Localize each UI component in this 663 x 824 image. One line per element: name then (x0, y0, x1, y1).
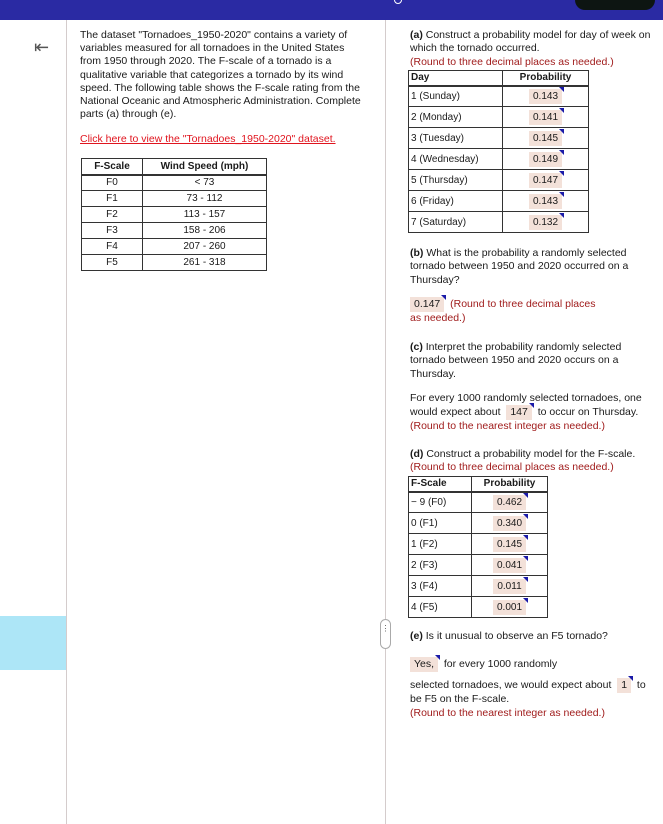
fscale-label: 2 (F3) (409, 555, 472, 576)
question-text: What is the probability a randomly selected tornado between 1950 and 2020 occurred on a Thursday? (410, 247, 629, 286)
cell: F1 (82, 191, 143, 207)
question-text: Construct a probability model for day of week on which the tornado occurred. (410, 29, 651, 55)
answer-text: to (636, 679, 646, 692)
answer-field[interactable]: 0.145 (529, 131, 562, 146)
table-row (409, 170, 589, 191)
table-row (409, 107, 589, 128)
answer-text: for every 1000 randomly (443, 658, 558, 671)
answer-field[interactable]: 0.141 (529, 110, 562, 125)
question-intro (80, 29, 365, 145)
answer-field[interactable]: 0.145 (493, 537, 526, 552)
cell: < 73 (143, 175, 267, 191)
fscale-label: 0 (F1) (409, 513, 472, 534)
answer-field[interactable]: 147 (506, 405, 532, 420)
fscale-probability-table (408, 476, 548, 618)
answer-field[interactable]: 0.149 (529, 152, 562, 167)
table-row (409, 555, 548, 576)
hint-text: as needed.) (410, 311, 466, 324)
column-header: Probability (503, 71, 589, 86)
cell: 261 - 318 (143, 255, 267, 271)
column-header: F-Scale (82, 159, 143, 175)
dataset-link[interactable]: Click here to view the "Tornadoes_1950-2020" dataset. (80, 133, 336, 146)
cell: F3 (82, 223, 143, 239)
cell: F5 (82, 255, 143, 271)
column-header: Day (409, 71, 503, 86)
table-row (82, 255, 267, 271)
hint-text: (Round to the nearest integer as needed.) (410, 706, 605, 719)
header-action-button[interactable] (575, 0, 655, 10)
answer-field[interactable]: 0.340 (493, 516, 526, 531)
cell: F0 (82, 175, 143, 191)
part-e (410, 630, 655, 720)
pane-divider[interactable] (385, 20, 386, 824)
part-a (410, 29, 655, 69)
table-row (82, 175, 267, 191)
cell: 158 - 206 (143, 223, 267, 239)
answer-field[interactable]: 0.462 (493, 495, 526, 510)
column-header: Probability (472, 477, 548, 492)
table-row (409, 191, 589, 212)
hint-text: (Round to three decimal places (450, 297, 596, 310)
day-label: 3 (Tuesday) (409, 128, 503, 149)
cell: F4 (82, 239, 143, 255)
fscale-label: 1 (F2) (409, 534, 472, 555)
pane-resize-handle[interactable]: ⋮ (380, 619, 391, 649)
hint-text: (Round to three decimal places as needed.) (410, 55, 614, 68)
cell: 207 - 260 (143, 239, 267, 255)
day-label: 6 (Friday) (409, 191, 503, 212)
cell: 73 - 112 (143, 191, 267, 207)
table-row (409, 597, 548, 618)
part-label: (b) (410, 247, 424, 259)
part-label: (d) (410, 448, 424, 460)
cell: F2 (82, 207, 143, 223)
status-indicator-icon (394, 0, 402, 4)
table-row (82, 223, 267, 239)
answer-field[interactable]: 0.147 (410, 297, 444, 312)
answer-field[interactable]: 0.143 (529, 89, 562, 104)
table-row (82, 239, 267, 255)
part-label: (a) (410, 29, 423, 41)
question-text: Construct a probability model for the F-scale. (423, 448, 636, 460)
divider (66, 20, 67, 824)
answer-text: selected tornadoes, we would expect about (410, 679, 612, 692)
day-label: 5 (Thursday) (409, 170, 503, 191)
answer-dropdown[interactable]: Yes, (410, 657, 438, 672)
answer-text: be F5 on the F-scale. (410, 693, 510, 706)
answer-field[interactable]: 0.147 (529, 173, 562, 188)
table-row (409, 86, 589, 107)
fscale-label: 4 (F5) (409, 597, 472, 618)
answer-field[interactable]: 0.011 (493, 579, 525, 594)
table-row (409, 492, 548, 513)
intro-text: The dataset "Tornadoes_1950-2020" contains a variety of variables measured for all tornadoes in the United States from 1950 through 2020. The F-scale of a tornado is a qualitative variable that categorizes a tornado by its wind speed. The following table shows the F-scale rating from the National Oceanic and Atmospheric Administration. Complete parts (a) through (e). (80, 29, 361, 121)
table-row (409, 576, 548, 597)
top-header-bar (0, 0, 663, 20)
table-row (409, 212, 589, 233)
part-d (410, 448, 655, 475)
column-header: Wind Speed (mph) (143, 159, 267, 175)
day-label: 1 (Sunday) (409, 86, 503, 107)
day-label: 2 (Monday) (409, 107, 503, 128)
day-label: 4 (Wednesday) (409, 149, 503, 170)
question-text: Is it unusual to observe an F5 tornado? (422, 630, 608, 642)
answer-text: to occur on Thursday. (537, 406, 639, 419)
part-c (410, 341, 655, 433)
table-row (82, 207, 267, 223)
left-rail (0, 20, 66, 824)
column-header: F-Scale (409, 477, 472, 492)
day-label: 7 (Saturday) (409, 212, 503, 233)
answer-text: For every 1000 randomly selected tornadoes, one would expect about (410, 391, 642, 419)
part-label: (c) (410, 341, 423, 353)
table-row (82, 191, 267, 207)
table-row (409, 513, 548, 534)
answer-field[interactable]: 0.041 (493, 558, 526, 573)
question-text: Interpret the probability randomly selected tornado between 1950 and 2020 occurs on a Thursday. (410, 341, 622, 380)
hint-text: (Round to the nearest integer as needed.) (410, 420, 605, 433)
collapse-left-icon[interactable]: ⇤ (34, 37, 50, 57)
answer-field[interactable]: 1 (617, 678, 631, 693)
part-label: (e) (410, 630, 423, 642)
fscale-label: − 9 (F0) (409, 492, 472, 513)
fscale-label: 3 (F4) (409, 576, 472, 597)
table-row (409, 534, 548, 555)
table-row (409, 128, 589, 149)
answer-field[interactable]: 0.132 (529, 215, 562, 230)
rail-highlight (0, 616, 66, 670)
answer-field[interactable]: 0.143 (529, 194, 562, 209)
fscale-wind-table (81, 158, 267, 271)
part-b (410, 247, 655, 325)
table-row (409, 149, 589, 170)
hint-text: (Round to three decimal places as needed.) (410, 461, 614, 474)
day-probability-table (408, 70, 589, 233)
cell: 113 - 157 (143, 207, 267, 223)
answer-field[interactable]: 0.001 (493, 600, 526, 615)
